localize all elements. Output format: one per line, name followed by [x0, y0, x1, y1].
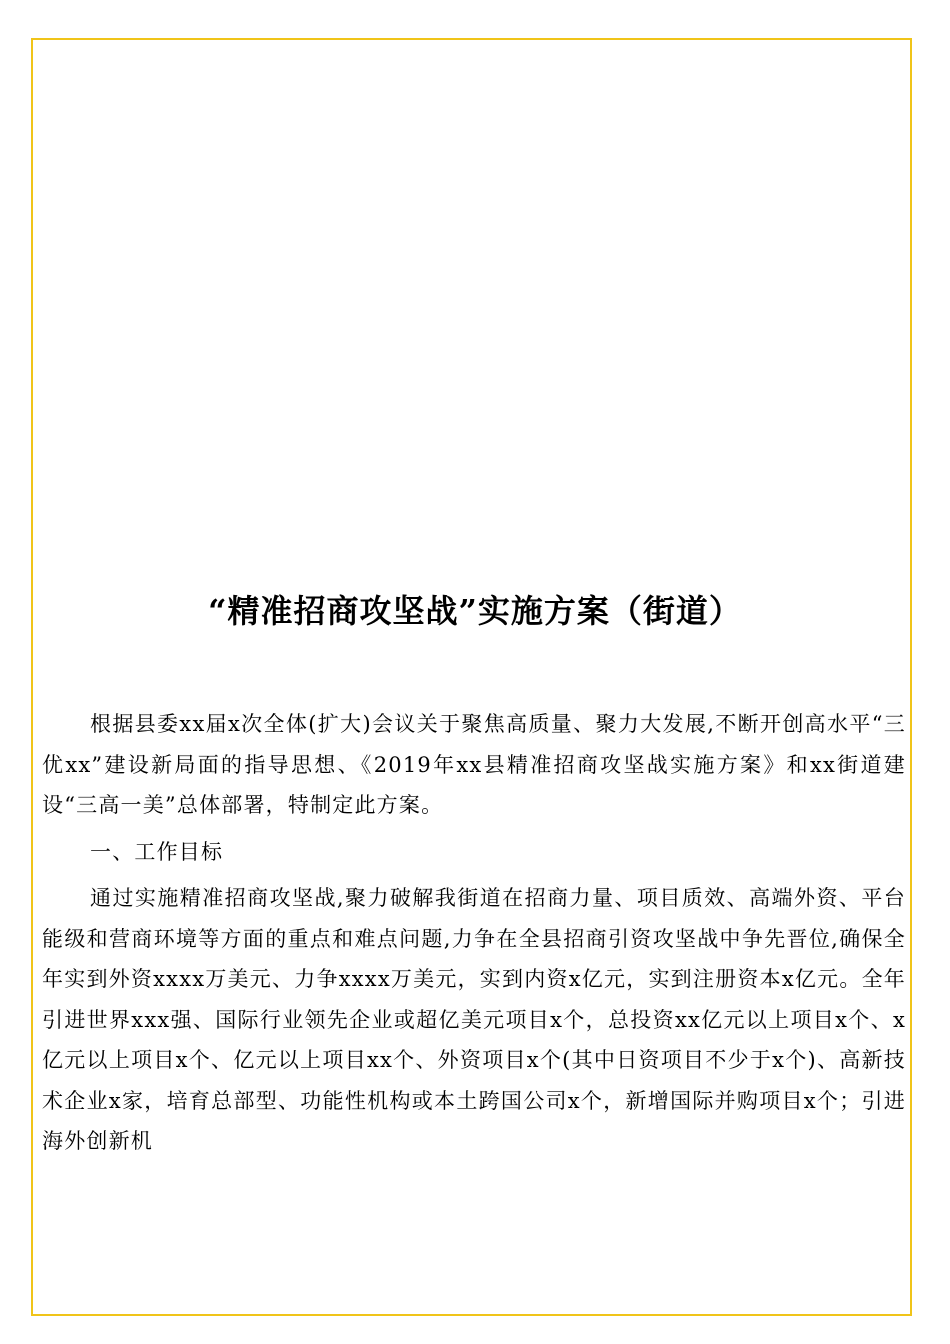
document-body [42, 704, 906, 1162]
body-paragraph-goals: 通过实施精准招商攻坚战,聚力破解我街道在招商力量、项目质效、高端外资、平台能级和营商环境等方面的重点和难点问题,力争在全县招商引资攻坚战中争先晋位,确保全年实到外资xxxx万美元、力争xxxx万美元，实到内资x亿元，实到注册资本x亿元。全年引进世界xxx强、国际行业领先企业或超亿美元项目x个，总投资xx亿元以上项目x个、x亿元以上项目x个、亿元以上项目xx个、外资项目x个(其中日资项目不少于x个)、高新技术企业x家，培育总部型、功能性机构或本土跨国公司x个，新增国际并购项目x个；引进海外创新机 [42, 886, 906, 1153]
document-title: “精准招商攻坚战”实施方案（街道） [208, 592, 742, 630]
body-paragraph-intro: 根据县委xx届x次全体(扩大)会议关于聚焦高质量、聚力大发展,不断开创高水平“三优xx”建设新局面的指导思想、《2019年xx县精准招商攻坚战实施方案》和xx街道建设“三高一美”总体部署，特制定此方案。 [42, 712, 906, 817]
section-heading-work-goals: 一、工作目标 [90, 839, 224, 864]
